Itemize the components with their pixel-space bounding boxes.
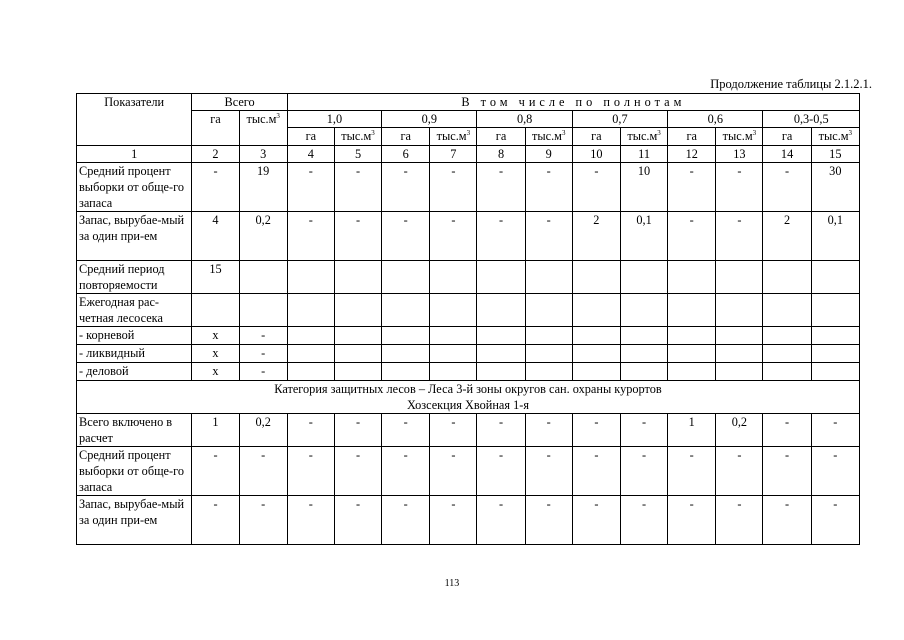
table-cell: -: [382, 414, 430, 447]
table-cell: -: [525, 447, 572, 496]
table-row: [77, 447, 860, 496]
table-row: [77, 496, 860, 545]
table-cell: [620, 345, 667, 363]
table-cell: [572, 327, 620, 345]
table-cell: [716, 327, 763, 345]
data-table: [76, 93, 860, 545]
table-cell: [430, 261, 477, 294]
section-category: Категория защитных лесов – Леса 3-й зоны округов сан. охраны курортов: [274, 382, 662, 396]
unit-ha: га: [382, 128, 430, 146]
table-cell: [716, 363, 763, 381]
section-row: [77, 381, 860, 414]
unit-volume: $тыс.м^3$: [620, 128, 667, 146]
row-label: - деловой: [77, 363, 192, 381]
table-cell: [382, 294, 430, 327]
unit-volume: $тыс.м^3$: [430, 128, 477, 146]
table-cell: -: [334, 496, 381, 545]
table-cell: [334, 327, 381, 345]
table-cell: [668, 294, 716, 327]
table-cell: [334, 261, 381, 294]
header-density-2: 0,9: [382, 111, 477, 128]
table-cell: [572, 363, 620, 381]
column-number: 5: [334, 146, 381, 163]
table-cell: [620, 261, 667, 294]
header-row-2: [77, 111, 860, 128]
table-cell: [430, 294, 477, 327]
table-cell: 0,1: [620, 212, 667, 261]
table-cell: [525, 294, 572, 327]
row-label: - ликвидный: [77, 345, 192, 363]
column-number: 2: [192, 146, 239, 163]
row-label: - корневой: [77, 327, 192, 345]
table-cell: [287, 363, 334, 381]
table-cell: -: [811, 447, 859, 496]
table-row: [77, 163, 860, 212]
table-cell: [620, 327, 667, 345]
header-total-ha: га: [192, 111, 239, 146]
table-cell: [477, 345, 525, 363]
table-cell: [430, 363, 477, 381]
header-row-1: [77, 94, 860, 111]
table-cell: -: [239, 363, 287, 381]
table-cell: -: [668, 212, 716, 261]
table-cell: [382, 327, 430, 345]
unit-volume: $тыс.м^3$: [811, 128, 859, 146]
table-cell: [430, 345, 477, 363]
table-cell: [525, 261, 572, 294]
table-cell: -: [620, 414, 667, 447]
table-cell: [192, 294, 239, 327]
table-cell: -: [477, 163, 525, 212]
table-cell: -: [192, 496, 239, 545]
header-by-density: В том числе по полнотам: [287, 94, 859, 111]
table-cell: [763, 345, 811, 363]
table-cell: -: [430, 163, 477, 212]
table-cell: [239, 261, 287, 294]
column-number: 11: [620, 146, 667, 163]
unit-volume: $тыс.м^3$: [525, 128, 572, 146]
table-cell: -: [239, 496, 287, 545]
table-cell: -: [572, 447, 620, 496]
table-cell: -: [525, 212, 572, 261]
table-cell: [620, 294, 667, 327]
table-cell: 1: [192, 414, 239, 447]
table-cell: [287, 294, 334, 327]
table-cell: [763, 261, 811, 294]
table-cell: -: [763, 414, 811, 447]
table-cell: -: [572, 496, 620, 545]
header-density-1: 1,0: [287, 111, 381, 128]
column-number: 10: [572, 146, 620, 163]
table-cell: 0,2: [239, 414, 287, 447]
table-cell: [668, 261, 716, 294]
table-cell: -: [192, 163, 239, 212]
table-cell: -: [287, 163, 334, 212]
table-cell: -: [334, 414, 381, 447]
table-cell: -: [716, 163, 763, 212]
table-cell: [811, 327, 859, 345]
table-cell: -: [668, 447, 716, 496]
header-total: Всего: [192, 94, 287, 111]
table-cell: -: [382, 212, 430, 261]
table-cell: [477, 363, 525, 381]
table-cell: -: [287, 447, 334, 496]
table-cell: [334, 363, 381, 381]
table-cell: [668, 345, 716, 363]
unit-ha: га: [668, 128, 716, 146]
column-number: 4: [287, 146, 334, 163]
column-numbers-row: [77, 146, 860, 163]
table-cell: х: [192, 327, 239, 345]
table-row: [77, 363, 860, 381]
table-row: [77, 327, 860, 345]
table-cell: 0,2: [239, 212, 287, 261]
table-cell: -: [192, 447, 239, 496]
table-cell: -: [716, 212, 763, 261]
table-cell: -: [382, 447, 430, 496]
column-number: 14: [763, 146, 811, 163]
table-cell: -: [668, 163, 716, 212]
table-cell: 10: [620, 163, 667, 212]
table-cell: 4: [192, 212, 239, 261]
table-row: [77, 261, 860, 294]
table-cell: [525, 345, 572, 363]
table-cell: [716, 261, 763, 294]
header-total-volume: $тыс.м^3$: [239, 111, 287, 146]
table-cell: -: [668, 496, 716, 545]
table-cell: -: [430, 414, 477, 447]
table-cell: [668, 363, 716, 381]
table-cell: -: [239, 345, 287, 363]
table-cell: -: [620, 496, 667, 545]
unit-ha: га: [572, 128, 620, 146]
table-cell: -: [477, 447, 525, 496]
table-cell: [620, 363, 667, 381]
row-label: Средний период повторяемости: [77, 261, 192, 294]
table-cell: -: [287, 496, 334, 545]
table-cell: [287, 261, 334, 294]
table-row: [77, 294, 860, 327]
table-cell: 30: [811, 163, 859, 212]
table-cell: 0,1: [811, 212, 859, 261]
row-label: Ежегодная рас-четная лесосека: [77, 294, 192, 327]
section-subsection: Хозсекция Хвойная 1-я: [406, 398, 530, 412]
table-cell: -: [763, 447, 811, 496]
table-cell: [382, 261, 430, 294]
row-label: Средний процент выборки от обще-го запаса: [77, 447, 192, 496]
table-cell: -: [287, 414, 334, 447]
column-number: 3: [239, 146, 287, 163]
table-cell: -: [430, 212, 477, 261]
table-cell: [811, 261, 859, 294]
column-number: 13: [716, 146, 763, 163]
row-label: Запас, вырубае-мый за один при-ем: [77, 212, 192, 261]
table-cell: [716, 294, 763, 327]
table-cell: -: [334, 447, 381, 496]
table-cell: [763, 363, 811, 381]
row-label: Всего включено в расчет: [77, 414, 192, 447]
table-cell: [287, 327, 334, 345]
table-cell: [382, 363, 430, 381]
table-cell: [477, 261, 525, 294]
table-cell: х: [192, 345, 239, 363]
table-cell: -: [334, 212, 381, 261]
table-cell: [525, 363, 572, 381]
table-cell: -: [430, 496, 477, 545]
table-cell: [763, 327, 811, 345]
unit-volume: $тыс.м^3$: [716, 128, 763, 146]
unit-volume: $тыс.м^3$: [334, 128, 381, 146]
table-cell: [572, 345, 620, 363]
table-cell: [811, 345, 859, 363]
table-cell: -: [572, 163, 620, 212]
table-cell: 2: [763, 212, 811, 261]
table-cell: -: [525, 496, 572, 545]
page-number: 113: [444, 578, 460, 589]
table-cell: -: [572, 414, 620, 447]
table-cell: [477, 327, 525, 345]
table-cell: [287, 345, 334, 363]
table-caption: Продолжение таблицы 2.1.2.1.: [710, 77, 872, 91]
header-density-5: 0,6: [668, 111, 763, 128]
table-cell: 2: [572, 212, 620, 261]
section-title: [77, 381, 860, 414]
table-cell: -: [525, 163, 572, 212]
row-label: Средний процент выборки от обще-го запаса: [77, 163, 192, 212]
table-cell: -: [620, 447, 667, 496]
table-cell: [334, 294, 381, 327]
header-density-6: 0,3-0,5: [763, 111, 860, 128]
table-cell: [572, 261, 620, 294]
table-cell: -: [763, 496, 811, 545]
column-number: 8: [477, 146, 525, 163]
table-cell: -: [477, 496, 525, 545]
column-number: 9: [525, 146, 572, 163]
column-number: 6: [382, 146, 430, 163]
table-cell: [382, 345, 430, 363]
table-cell: -: [477, 414, 525, 447]
table-cell: -: [716, 447, 763, 496]
table-row: [77, 212, 860, 261]
table-cell: [763, 294, 811, 327]
table-cell: [668, 327, 716, 345]
unit-ha: га: [763, 128, 811, 146]
header-density-3: 0,8: [477, 111, 572, 128]
table-cell: 0,2: [716, 414, 763, 447]
table-cell: [716, 345, 763, 363]
table-cell: -: [430, 447, 477, 496]
table-cell: [477, 294, 525, 327]
table-row: [77, 345, 860, 363]
table-cell: -: [716, 496, 763, 545]
table-cell: [811, 363, 859, 381]
header-density-4: 0,7: [572, 111, 667, 128]
table-cell: -: [525, 414, 572, 447]
table-cell: 1: [668, 414, 716, 447]
unit-ha: га: [287, 128, 334, 146]
column-number: 15: [811, 146, 859, 163]
table-cell: -: [239, 447, 287, 496]
table-cell: -: [811, 496, 859, 545]
table-cell: -: [477, 212, 525, 261]
table-cell: 19: [239, 163, 287, 212]
table-cell: [572, 294, 620, 327]
table-row: [77, 414, 860, 447]
table-cell: -: [763, 163, 811, 212]
table-cell: [811, 294, 859, 327]
table-cell: х: [192, 363, 239, 381]
column-number: 12: [668, 146, 716, 163]
header-indicators: Показатели: [77, 94, 192, 146]
unit-ha: га: [477, 128, 525, 146]
table-cell: -: [287, 212, 334, 261]
column-number: 7: [430, 146, 477, 163]
table-cell: -: [382, 163, 430, 212]
table-cell: -: [382, 496, 430, 545]
table-cell: [239, 294, 287, 327]
row-label: Запас, вырубае-мый за один при-ем: [77, 496, 192, 545]
column-number: 1: [77, 146, 192, 163]
table-cell: 15: [192, 261, 239, 294]
table-cell: [430, 327, 477, 345]
table-cell: -: [334, 163, 381, 212]
table-cell: -: [811, 414, 859, 447]
table-cell: [334, 345, 381, 363]
table-cell: [525, 327, 572, 345]
table-cell: -: [239, 327, 287, 345]
